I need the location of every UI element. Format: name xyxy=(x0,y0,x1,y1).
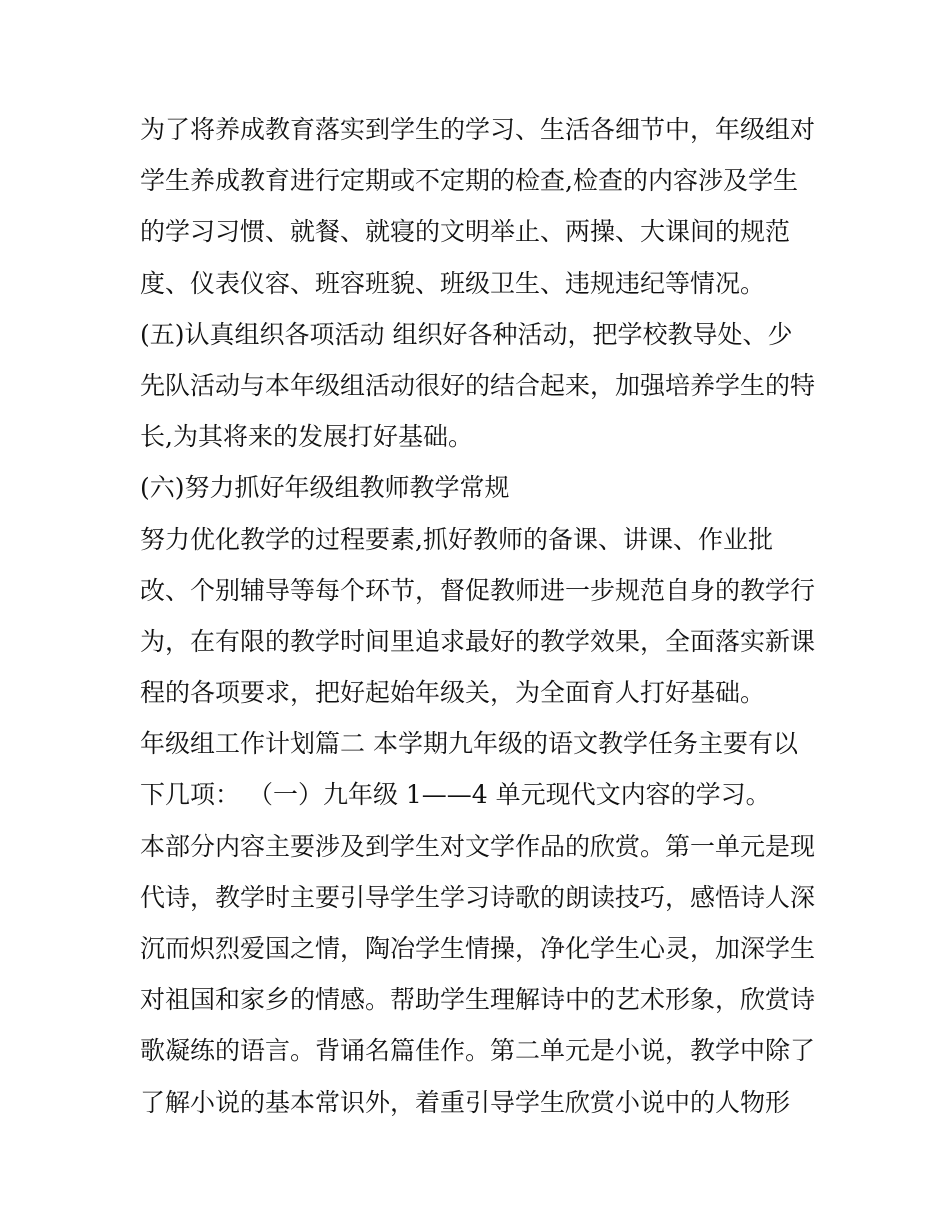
text-line: 本部分内容主要涉及到学生对文学作品的欣赏。第一单元是现 xyxy=(140,831,816,861)
text-line: 下几项： （一）九年级 1——4 单元现代文内容的学习。 xyxy=(140,780,771,810)
text-line: 歌凝练的语言。背诵名篇佳作。第二单元是小说，教学中除了 xyxy=(140,1036,816,1066)
text-line: 先队活动与本年级组活动很好的结合起来，加强培养学生的特 xyxy=(140,370,816,400)
text-line: 对祖国和家乡的情感。帮助学生理解诗中的艺术形象，欣赏诗 xyxy=(140,985,816,1015)
text-line: 为了将养成教育落实到学生的学习、生活各细节中，年级组对 xyxy=(140,115,816,144)
text-line: 学生养成教育进行定期或不定期的检查,检查的内容涉及学生 xyxy=(140,166,798,196)
text-line: 努力优化教学的过程要素,抓好教师的备课、讲课、作业批 xyxy=(140,524,773,554)
plan-part-two-heading: 年级组工作计划篇二 本学期九年级的语文教学任务主要有以 xyxy=(140,729,798,759)
text-line: 长,为其将来的发展打好基础。 xyxy=(140,422,473,452)
text-line: 为，在有限的教学时间里追求最好的教学效果，全面落实新课 xyxy=(140,626,816,656)
section-heading-five: (五)认真组织各项活动 组织好各种活动，把学校教导处、少 xyxy=(140,319,793,349)
text-line: 沉而炽烈爱国之情，陶冶学生情操，净化学生心灵，加深学生 xyxy=(140,934,816,963)
document-body xyxy=(140,104,830,1128)
text-line: 了解小说的基本常识外，着重引导学生欣赏小说中的人物形 xyxy=(140,1087,791,1117)
text-line: 的学习习惯、就餐、就寝的文明举止、两操、大课间的规范 xyxy=(140,217,791,247)
section-heading-six: (六)努力抓好年级组教师教学常规 xyxy=(140,473,510,503)
text-line: 代诗，教学时主要引导学生学习诗歌的朗读技巧，感悟诗人深 xyxy=(140,882,816,912)
text-line: 程的各项要求，把好起始年级关，为全面育人打好基础。 xyxy=(140,678,766,708)
text-line: 度、仪表仪容、班容班貌、班级卫生、违规违纪等情况。 xyxy=(140,268,766,298)
text-line: 改、个别辅导等每个环节，督促教师进一步规范自身的教学行 xyxy=(140,575,816,605)
